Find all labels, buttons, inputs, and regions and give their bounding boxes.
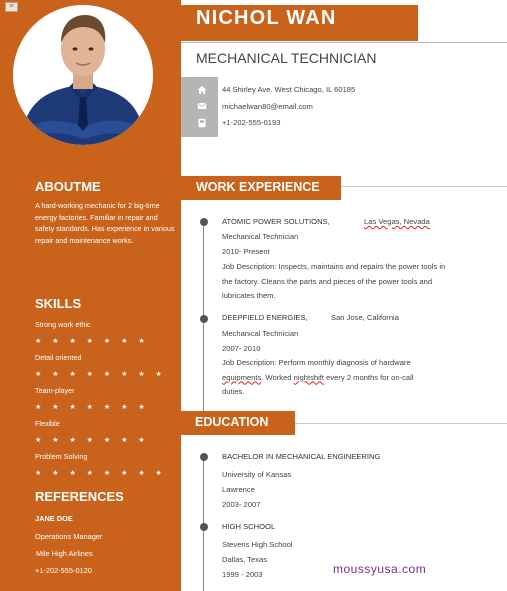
- contact-phone: +1-202-555-0193: [222, 118, 281, 127]
- education-degree: BACHELOR IN MECHANICAL ENGINEERING: [222, 452, 381, 461]
- skill-rating-stars: ★ ★ ★ ★ ★ ★ ★ ★: [35, 470, 167, 477]
- job-dates: 2010- Present: [222, 247, 270, 256]
- work-heading-bar: [181, 176, 341, 200]
- skills-heading: SKILLS: [35, 296, 82, 311]
- education-school: Stevens High School: [222, 540, 293, 549]
- reference-phone: +1-202-555-0120: [35, 566, 92, 575]
- contact-email[interactable]: michaelwan80@email.com: [222, 102, 313, 111]
- document-icon[interactable]: ≡: [5, 2, 18, 12]
- job-company: ATOMIC POWER SOLUTIONS,: [222, 217, 330, 226]
- about-heading: ABOUTME: [35, 179, 101, 194]
- education-degree: HIGH SCHOOL: [222, 522, 276, 531]
- reference-role: Operations Manager: [35, 532, 103, 541]
- contact-address: 44 Shirley Ave. West Chicago, IL 60185: [222, 85, 356, 94]
- about-text: A hard-working mechanic for 2 big-time energy factories. Familiar in repair and safety standards. Has experience in various repair and maintenance works.: [35, 201, 175, 245]
- skill-label: Team-player: [35, 386, 75, 395]
- skill-rating-stars: ★ ★ ★ ★ ★ ★ ★ ★: [35, 371, 167, 378]
- education-years: 2003- 2007: [222, 500, 261, 509]
- skill-rating-stars: ★ ★ ★ ★ ★ ★ ★: [35, 404, 150, 411]
- job-company: DEEPFIELD ENERGIES,: [222, 313, 308, 322]
- timeline-dot: [200, 315, 208, 323]
- work-heading: WORK EXPERIENCE: [196, 180, 320, 194]
- watermark: moussyusa.com: [333, 562, 427, 576]
- skill-label: Strong work ethic: [35, 320, 91, 329]
- job-position: Mechanical Technician: [222, 232, 299, 241]
- references-heading: REFERENCES: [35, 489, 124, 504]
- job-description: Job Description: Inspects, maintains and repairs the power tools in the factory. Cleans the parts and pieces of the power tools and lubricates them.: [222, 262, 446, 300]
- skill-label: Flexible: [35, 419, 60, 428]
- job-location: Las Vegas, Nevada: [364, 217, 430, 226]
- candidate-name: NICHOL WAN: [196, 7, 337, 29]
- education-school: University of Kansas: [222, 470, 292, 479]
- education-city: Dallas, Texas: [222, 555, 268, 564]
- timeline-dot: [200, 453, 208, 461]
- skill-label: Detail oriented: [35, 353, 82, 362]
- reference-name: JANE DOE: [35, 514, 73, 523]
- education-city: Lawrence: [222, 485, 255, 494]
- education-heading-bar: [181, 411, 295, 435]
- phone-icon: [197, 118, 207, 128]
- home-icon: [197, 85, 207, 95]
- email-icon: [197, 101, 207, 111]
- reference-company: Mile High Airlines: [36, 549, 93, 558]
- timeline-dot: [200, 523, 208, 531]
- job-position: Mechanical Technician: [222, 329, 299, 338]
- education-heading: EDUCATION: [195, 415, 269, 429]
- job-dates: 2007- 2010: [222, 344, 261, 353]
- header-divider: [181, 42, 507, 43]
- job-description: Job Description: Perform monthly diagnosis of hardware equipments. Worked nightshift every 2 months for on-call duties.: [222, 358, 414, 396]
- skill-rating-stars: ★ ★ ★ ★ ★ ★ ★: [35, 338, 150, 345]
- profile-photo: [13, 5, 153, 145]
- skill-rating-stars: ★ ★ ★ ★ ★ ★ ★: [35, 437, 150, 444]
- job-location: San Jose, California: [331, 313, 399, 322]
- timeline-dot: [200, 218, 208, 226]
- job-title: MECHANICAL TECHNICIAN: [196, 50, 377, 66]
- skill-label: Problem Solving: [35, 452, 88, 461]
- education-years: 1999 - 2003: [222, 570, 263, 579]
